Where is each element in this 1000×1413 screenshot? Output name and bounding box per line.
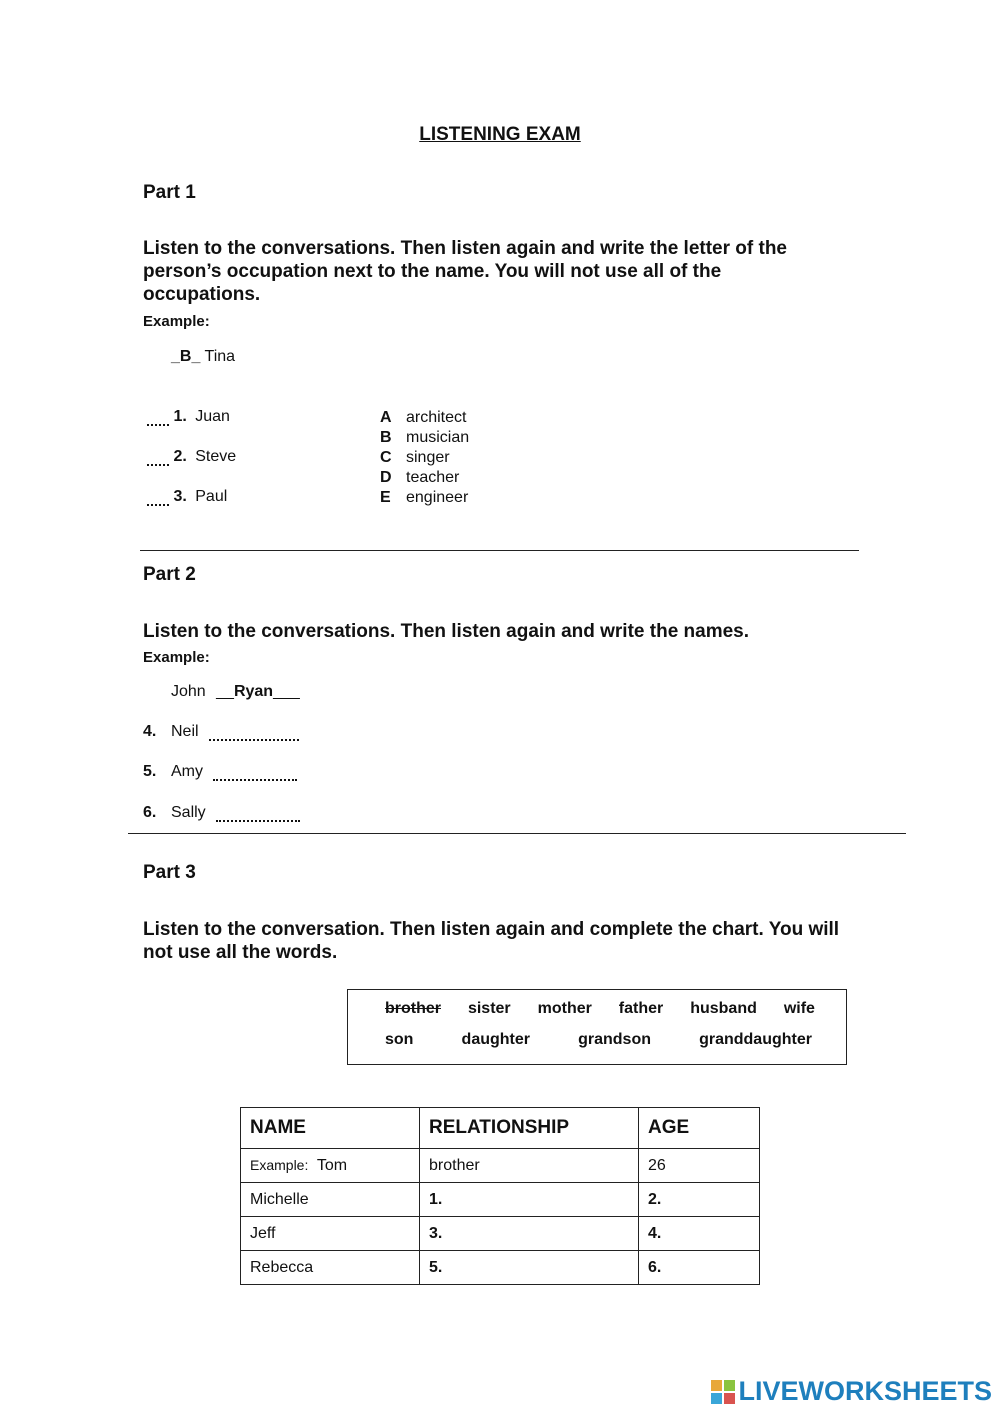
table-row <box>241 1149 760 1183</box>
example-label: Example: <box>250 1156 309 1173</box>
part2-heading: Part 2 <box>143 564 196 585</box>
section-divider <box>128 833 906 834</box>
word-bank-item: brother <box>385 1000 441 1017</box>
answer-blank[interactable] <box>216 806 300 822</box>
occupation-letter: E <box>380 489 391 506</box>
liveworksheets-logo[interactable] <box>711 1376 992 1407</box>
logo-tile <box>724 1393 735 1404</box>
word-bank <box>347 989 847 1065</box>
occupation-word: engineer <box>406 489 469 506</box>
item-number: 5. <box>143 763 157 780</box>
cell-relationship-answer[interactable]: 3. <box>420 1217 639 1251</box>
logo-text: LIVEWORKSHEETS <box>738 1376 992 1406</box>
part1-instructions: Listen to the conversations. Then listen again and write the letter of the person’s occupation next to the name. You will not use all of the occupations. <box>143 238 787 305</box>
occupation-letter: A <box>380 409 392 426</box>
part1-example-answer: _B_ <box>171 348 201 365</box>
part2-instructions: Listen to the conversations. Then listen again and write the names. <box>143 621 750 642</box>
occupation-d <box>380 468 469 488</box>
part2-example-post: ___ <box>273 683 300 700</box>
relationship-chart <box>240 1107 760 1285</box>
part2-item-5 <box>143 763 297 781</box>
word-bank-item: mother <box>537 1000 592 1017</box>
cell-age: 26 <box>639 1149 760 1183</box>
part1-item-1 <box>147 408 230 426</box>
part1-item-2 <box>147 448 236 466</box>
word-bank-item: daughter <box>461 1031 530 1048</box>
page-title: LISTENING EXAM <box>419 124 581 145</box>
word-bank-item: father <box>618 1000 664 1017</box>
part1-example-name: Tina <box>204 348 236 365</box>
section-divider <box>140 550 859 551</box>
occupation-b <box>380 428 469 448</box>
occupation-word: singer <box>406 449 450 466</box>
item-name: Steve <box>195 448 237 465</box>
cell-relationship-answer[interactable]: 5. <box>420 1251 639 1285</box>
word-bank-item: son <box>385 1031 414 1048</box>
word-bank-item: grandson <box>578 1031 651 1048</box>
answer-blank[interactable] <box>147 490 169 506</box>
part2-example-pre: __ <box>216 683 234 700</box>
cell-name <box>241 1149 420 1183</box>
occupation-letter: B <box>380 429 392 446</box>
table-row <box>241 1251 760 1285</box>
occupation-a <box>380 408 469 428</box>
part2-example-first: John <box>171 683 206 700</box>
header-relationship: RELATIONSHIP <box>420 1108 639 1149</box>
cell-age-answer[interactable]: 6. <box>639 1251 760 1285</box>
item-name: Sally <box>171 804 206 821</box>
logo-tile <box>711 1380 722 1391</box>
answer-blank[interactable] <box>213 765 297 781</box>
answer-blank[interactable] <box>147 410 169 426</box>
word-bank-item: sister <box>467 1000 511 1017</box>
logo-icon <box>711 1380 735 1404</box>
item-number: 2. <box>173 448 187 465</box>
item-name: Juan <box>195 408 230 425</box>
item-number: 6. <box>143 804 157 821</box>
cell-relationship: brother <box>420 1149 639 1183</box>
example-name: Tom <box>316 1156 348 1174</box>
word-bank-row-2 <box>385 1031 812 1049</box>
word-bank-item: husband <box>690 1000 757 1017</box>
chart-header-row <box>241 1108 760 1149</box>
occupation-word: teacher <box>406 469 460 486</box>
occupation-e <box>380 488 469 508</box>
cell-name: Jeff <box>241 1217 420 1251</box>
cell-name: Michelle <box>241 1183 420 1217</box>
item-name: Amy <box>171 763 203 780</box>
part2-example-answer: Ryan <box>233 683 274 700</box>
word-bank-item: granddaughter <box>699 1031 812 1048</box>
part2-example-label: Example: <box>143 649 210 666</box>
occupation-c <box>380 448 469 468</box>
occupation-letter: C <box>380 449 392 466</box>
part3-heading: Part 3 <box>143 862 196 883</box>
cell-age-answer[interactable]: 4. <box>639 1217 760 1251</box>
word-bank-row-1 <box>385 1000 815 1018</box>
logo-tile <box>711 1393 722 1404</box>
item-number: 4. <box>143 723 157 740</box>
part1-item-3 <box>147 488 227 506</box>
occupation-list <box>380 408 469 508</box>
answer-blank[interactable] <box>147 450 169 466</box>
item-name: Paul <box>195 488 228 505</box>
word-bank-item: wife <box>783 1000 815 1017</box>
header-name: NAME <box>241 1108 420 1149</box>
occupation-letter: D <box>380 469 392 486</box>
item-number: 3. <box>173 488 187 505</box>
table-row <box>241 1217 760 1251</box>
logo-tile <box>724 1380 735 1391</box>
item-number: 1. <box>173 408 187 425</box>
part1-heading: Part 1 <box>143 182 196 203</box>
occupation-word: musician <box>406 429 470 446</box>
cell-age-answer[interactable]: 2. <box>639 1183 760 1217</box>
part3-instructions: Listen to the conversation. Then listen again and complete the chart. You will not use all the words. <box>143 919 840 963</box>
occupation-word: architect <box>406 409 467 426</box>
table-row <box>241 1183 760 1217</box>
cell-name: Rebecca <box>241 1251 420 1285</box>
part1-example <box>171 348 235 366</box>
answer-blank[interactable] <box>209 725 299 741</box>
part1-example-label: Example: <box>143 313 210 330</box>
part2-item-4 <box>143 723 299 741</box>
item-name: Neil <box>171 723 199 740</box>
cell-relationship-answer[interactable]: 1. <box>420 1183 639 1217</box>
part2-example <box>171 683 300 701</box>
part2-item-6 <box>143 804 300 822</box>
header-age: AGE <box>639 1108 760 1149</box>
